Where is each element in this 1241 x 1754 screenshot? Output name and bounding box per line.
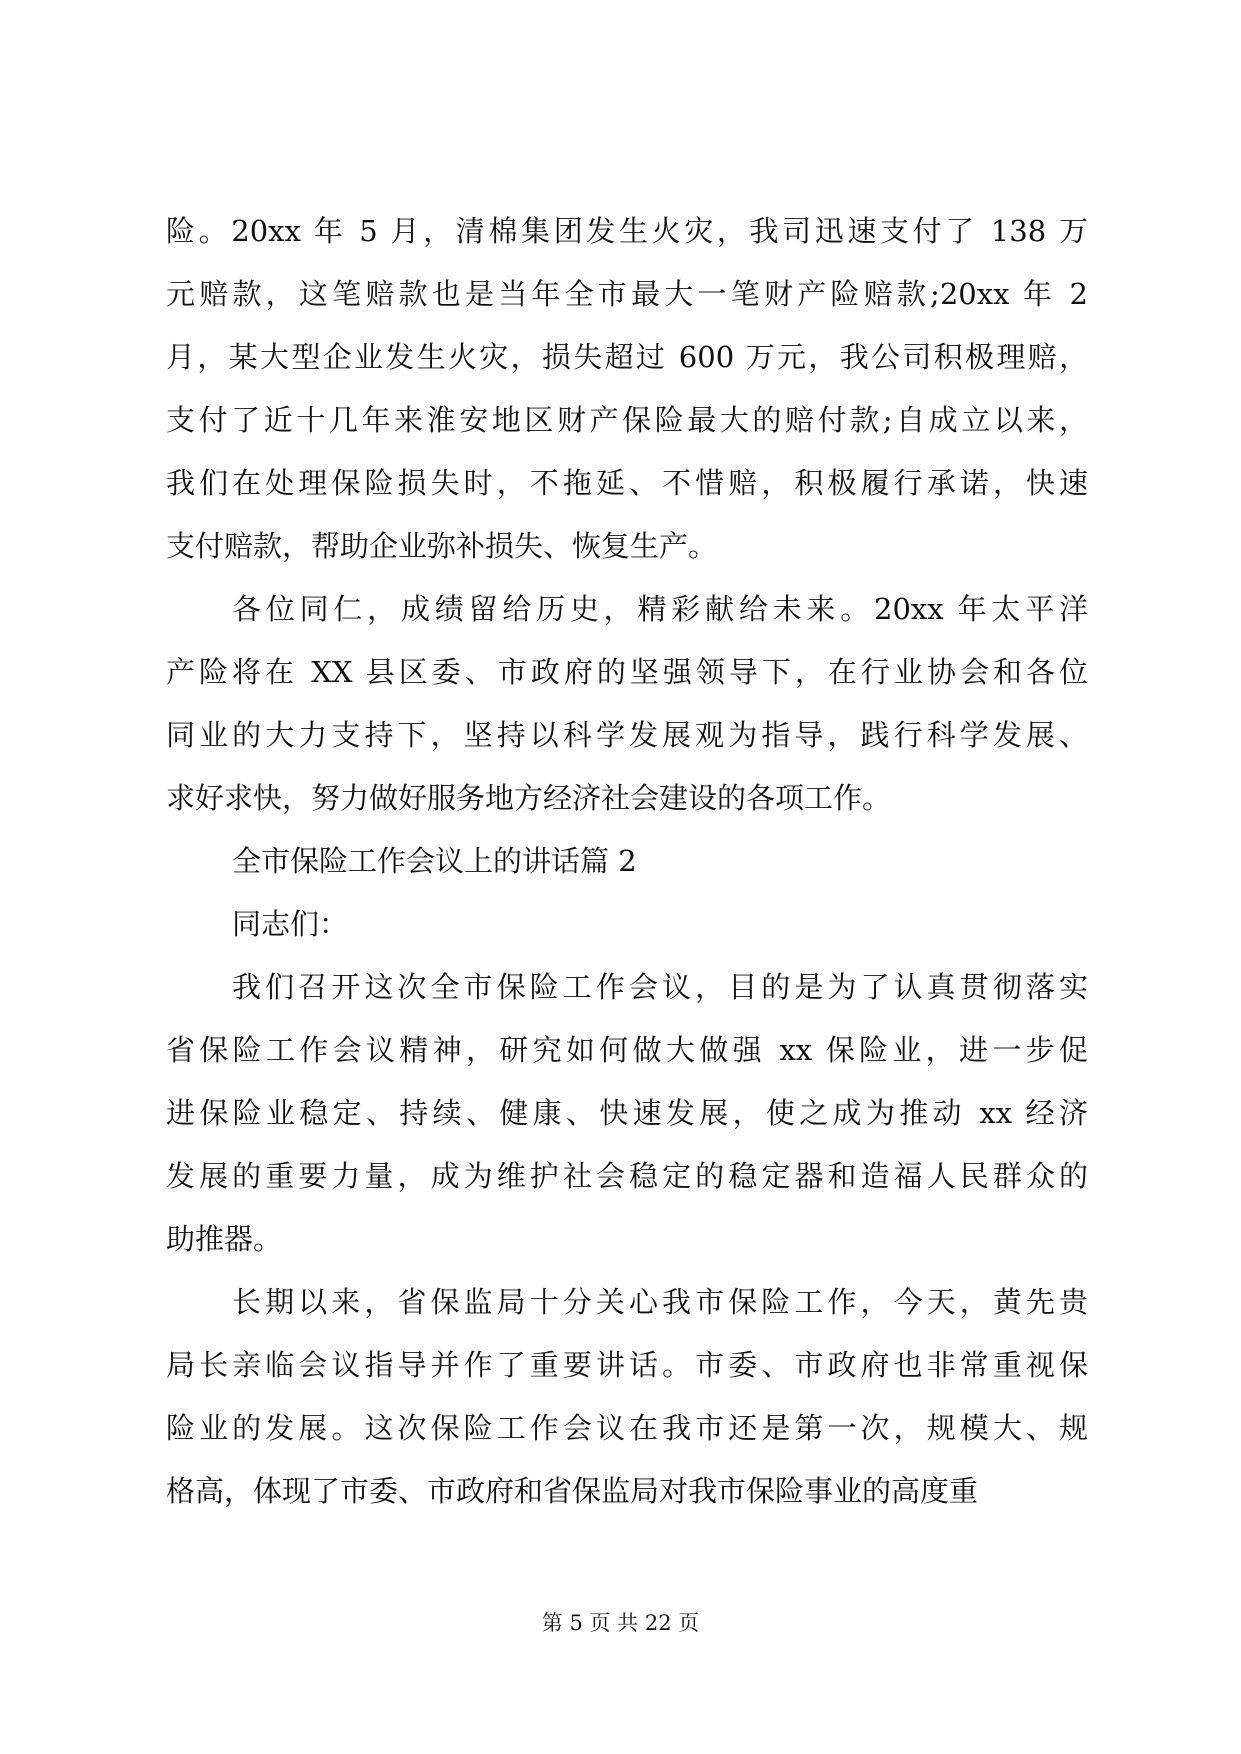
paragraph (166, 578, 1088, 830)
page-footer: 第 5 页 共 22 页 (541, 1611, 700, 1635)
text-line: 险。20xx 年 5 月，清棉集团发生火灾，我司迅速支付了 138 万 (166, 214, 1088, 248)
text-line: 求好求快，努力做好服务地方经济社会建设的各项工作。 (166, 781, 892, 815)
text-line: 支付了近十几年来淮安地区财产保险最大的赔付款;自成立以来， (166, 403, 1088, 437)
paragraph (166, 956, 1088, 1271)
text-line: 我们在处理保险损失时，不拖延、不惜赔，积极履行承诺，快速 (166, 466, 1088, 500)
text-line: 险业的发展。这次保险工作会议在我市还是第一次，规模大、规 (166, 1411, 1088, 1445)
text-line: 支付赔款，帮助企业弥补损失、恢复生产。 (166, 529, 718, 563)
text-line: 格高，体现了市委、市政府和省保监局对我市保险事业的高度重 (166, 1474, 979, 1508)
text-line: 产险将在 XX 县区委、市政府的坚强领导下，在行业协会和各位 (166, 655, 1088, 689)
text-line: 全市保险工作会议上的讲话篇 2 (232, 844, 637, 878)
paragraph (166, 830, 1088, 893)
text-line: 助推器。 (166, 1222, 283, 1256)
text-line: 发展的重要力量，成为维护社会稳定的稳定器和造福人民群众的 (166, 1159, 1088, 1193)
paragraph (166, 1271, 1088, 1523)
text-line: 元赔款，这笔赔款也是当年全市最大一笔财产险赔款;20xx 年 2 (166, 277, 1088, 311)
text-line: 同业的大力支持下，坚持以科学发展观为指导，践行科学发展、 (166, 718, 1088, 752)
body-text (166, 200, 1088, 1523)
paragraph (166, 200, 1088, 578)
text-line: 同志们： (232, 907, 349, 941)
text-line: 我们召开这次全市保险工作会议，目的是为了认真贯彻落实 (232, 970, 1088, 1004)
paragraph (166, 893, 1088, 956)
text-line: 进保险业稳定、持续、健康、快速发展，使之成为推动 xx 经济 (166, 1096, 1088, 1130)
text-line: 各位同仁，成绩留给历史，精彩献给未来。20xx 年太平洋 (232, 592, 1088, 626)
text-line: 省保险工作会议精神，研究如何做大做强 xx 保险业，进一步促 (166, 1033, 1088, 1067)
text-line: 长期以来，省保监局十分关心我市保险工作，今天，黄先贵 (232, 1285, 1088, 1319)
text-line: 月，某大型企业发生火灾，损失超过 600 万元，我公司积极理赔， (166, 340, 1088, 374)
text-line: 局长亲临会议指导并作了重要讲话。市委、市政府也非常重视保 (166, 1348, 1088, 1382)
